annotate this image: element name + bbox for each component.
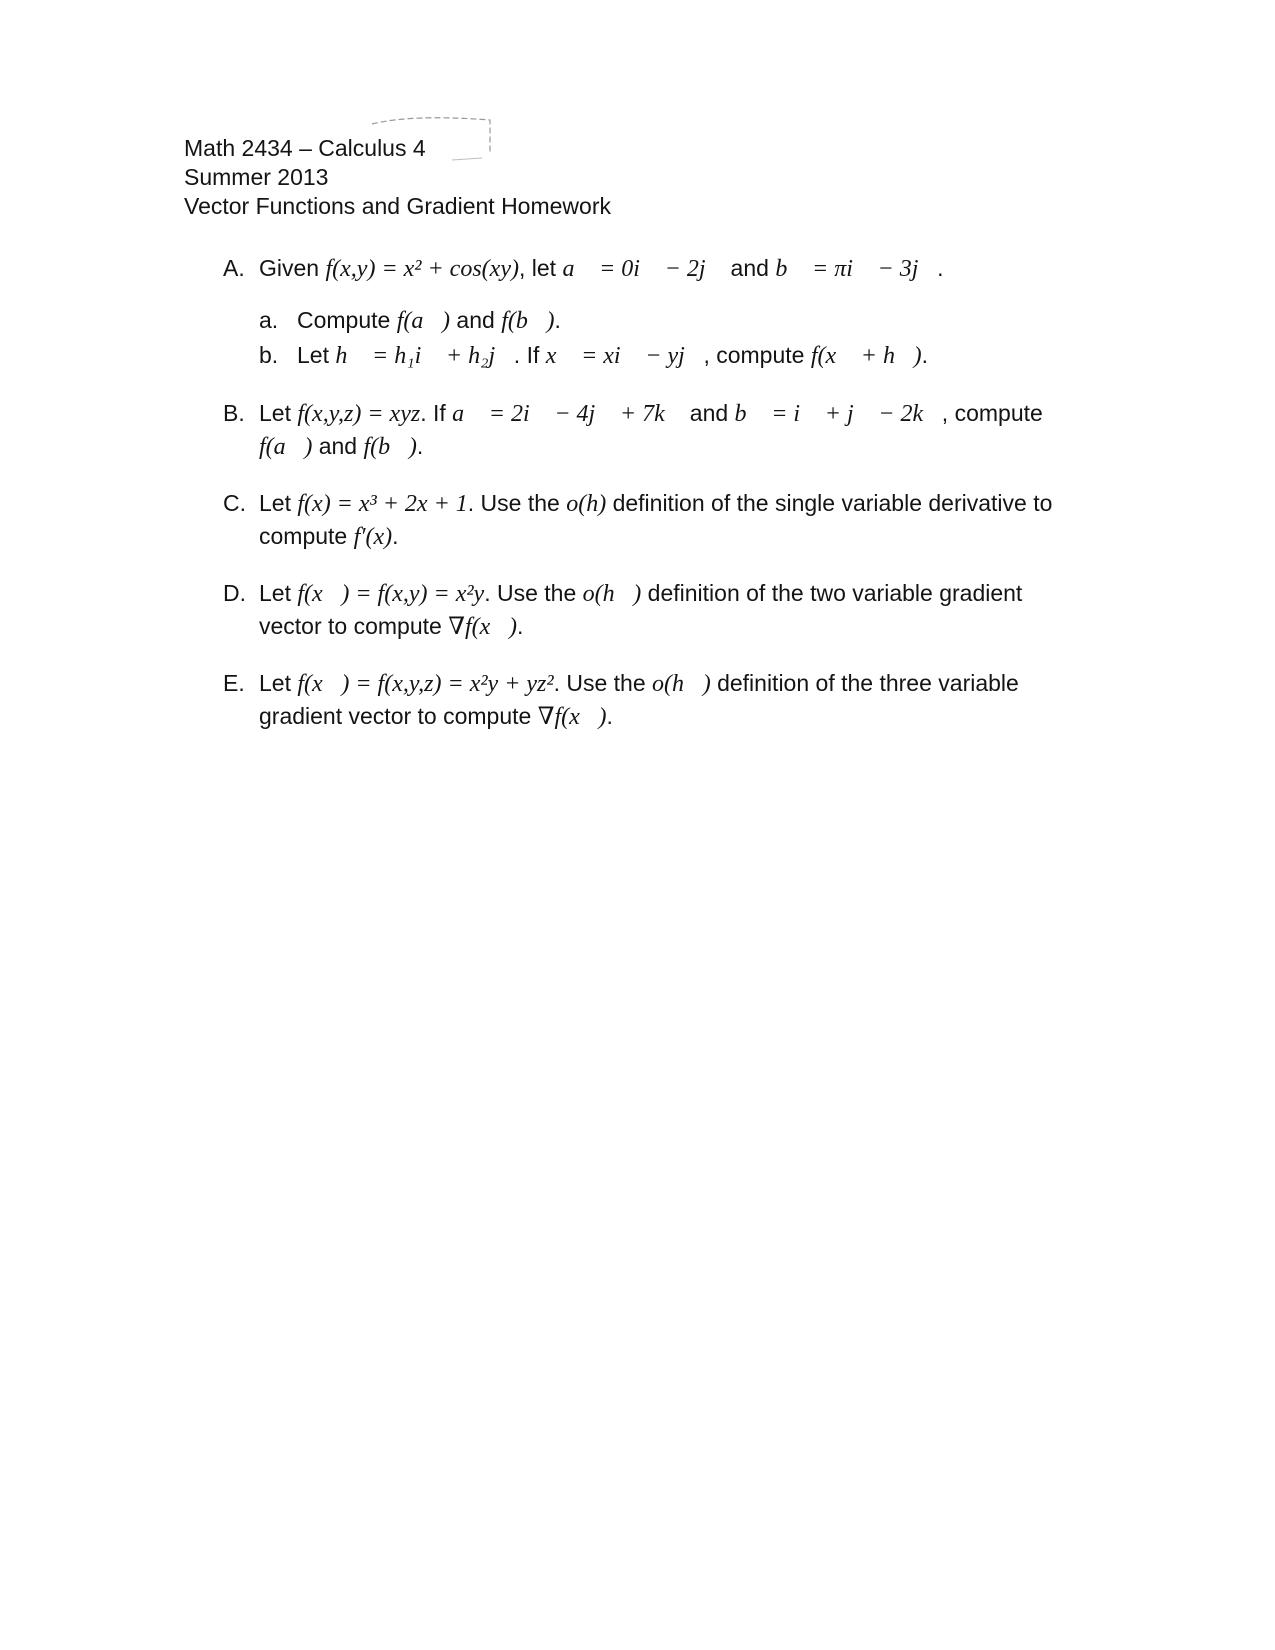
math-expression: ∇f(x⃗) xyxy=(537,704,607,730)
problem-text: , compute xyxy=(703,342,811,368)
problem-text: . xyxy=(606,703,613,729)
math-expression: f(b⃗) xyxy=(363,434,417,460)
problem-text: Let xyxy=(259,580,298,606)
problem-text: and xyxy=(724,255,776,281)
problem-text: Let xyxy=(259,670,298,696)
problem-text: , let xyxy=(518,255,563,281)
math-expression: f(x,y,z) = xyz xyxy=(297,401,421,427)
assignment-title: Vector Functions and Gradient Homework xyxy=(184,193,611,219)
problem-text: . Use the xyxy=(553,670,653,696)
problem-text: Let xyxy=(259,400,298,426)
problem-item xyxy=(223,577,1073,643)
problem-text: Let xyxy=(297,342,336,368)
problem-text: . xyxy=(554,307,561,333)
problem-item xyxy=(223,487,1073,553)
problem-text: Let xyxy=(259,490,298,516)
problem-text: definition of the two variable gradient vector to compute xyxy=(259,580,1023,639)
math-expression: f(x,y) = x² + cos(xy) xyxy=(325,256,519,282)
math-expression: o(h⃗) xyxy=(582,581,642,607)
problem-text: , compute xyxy=(941,400,1043,426)
problem-statement xyxy=(259,252,1073,285)
math-expression: a⃗ = 0i⃗ − 2j⃗ xyxy=(562,256,725,282)
problem-text: . Use the xyxy=(467,490,567,516)
problem-text: Given xyxy=(259,255,326,281)
math-expression: f(b⃗) xyxy=(501,308,555,334)
math-expression: f(a⃗) xyxy=(259,434,313,460)
math-expression: f(x) = x³ + 2x + 1 xyxy=(297,491,468,517)
problem-label: C. xyxy=(223,490,246,516)
subpart-list xyxy=(259,303,1073,373)
problem-label: D. xyxy=(223,580,246,606)
math-expression: f(a⃗) xyxy=(396,308,451,334)
math-expression: ∇f(x⃗) xyxy=(448,614,517,640)
math-expression: f(x⃗) = f(x,y) = x²y xyxy=(297,581,485,607)
problem-text: . If xyxy=(420,400,453,426)
problem-text: . Use the xyxy=(484,580,583,606)
problem-text: . xyxy=(921,342,929,368)
problem-text: and xyxy=(312,433,364,459)
math-expression: x⃗ = xi⃗ − yj⃗ xyxy=(545,343,704,369)
problem-item xyxy=(223,397,1073,463)
problem-text: . xyxy=(516,613,524,639)
subpart-label: a. xyxy=(259,307,279,333)
problem-text: definition of the single variable derivative to compute xyxy=(259,490,1053,549)
problem-label: B. xyxy=(223,400,245,426)
math-expression: h⃗ = h₁i⃗ + h₂j⃗ xyxy=(335,343,514,369)
problem-text: and xyxy=(683,400,735,426)
problem-statement xyxy=(259,667,1073,733)
subpart-item xyxy=(259,303,1073,338)
math-expression: f′(x) xyxy=(353,524,393,550)
math-expression: b⃗ = πi⃗ − 3j⃗ xyxy=(775,256,938,282)
problem-statement xyxy=(259,487,1073,553)
problem-list xyxy=(223,252,1073,757)
problem-text: and xyxy=(450,307,502,333)
problem-label: A. xyxy=(223,255,245,281)
math-expression: o(h⃗) xyxy=(652,671,711,697)
math-expression: f(x⃗ + h⃗) xyxy=(810,343,922,369)
problem-item xyxy=(223,667,1073,733)
term-label: Summer 2013 xyxy=(184,164,329,190)
course-title: Math 2434 – Calculus 4 xyxy=(184,135,426,161)
problem-statement xyxy=(259,577,1073,643)
problem-text: Compute xyxy=(297,307,397,333)
problem-text: . xyxy=(937,255,944,281)
problem-text: . If xyxy=(513,342,546,368)
math-expression: o(h) xyxy=(566,491,607,517)
math-expression: a⃗ = 2i⃗ − 4j⃗ + 7k⃗ xyxy=(452,401,684,427)
problem-text: . xyxy=(416,433,424,459)
problem-label: E. xyxy=(223,670,245,696)
subpart-label: b. xyxy=(259,342,279,368)
problem-item xyxy=(223,252,1073,373)
document-header xyxy=(184,134,611,221)
problem-text: definition of the three variable gradient vector to compute xyxy=(259,670,1019,729)
math-expression: b⃗ = i⃗ + j⃗ − 2k⃗ xyxy=(734,401,942,427)
problem-text: . xyxy=(392,523,399,549)
subpart-item xyxy=(259,338,1073,373)
math-expression: f(x⃗) = f(x,y,z) = x²y + yz² xyxy=(297,671,554,697)
problem-statement xyxy=(259,397,1073,463)
